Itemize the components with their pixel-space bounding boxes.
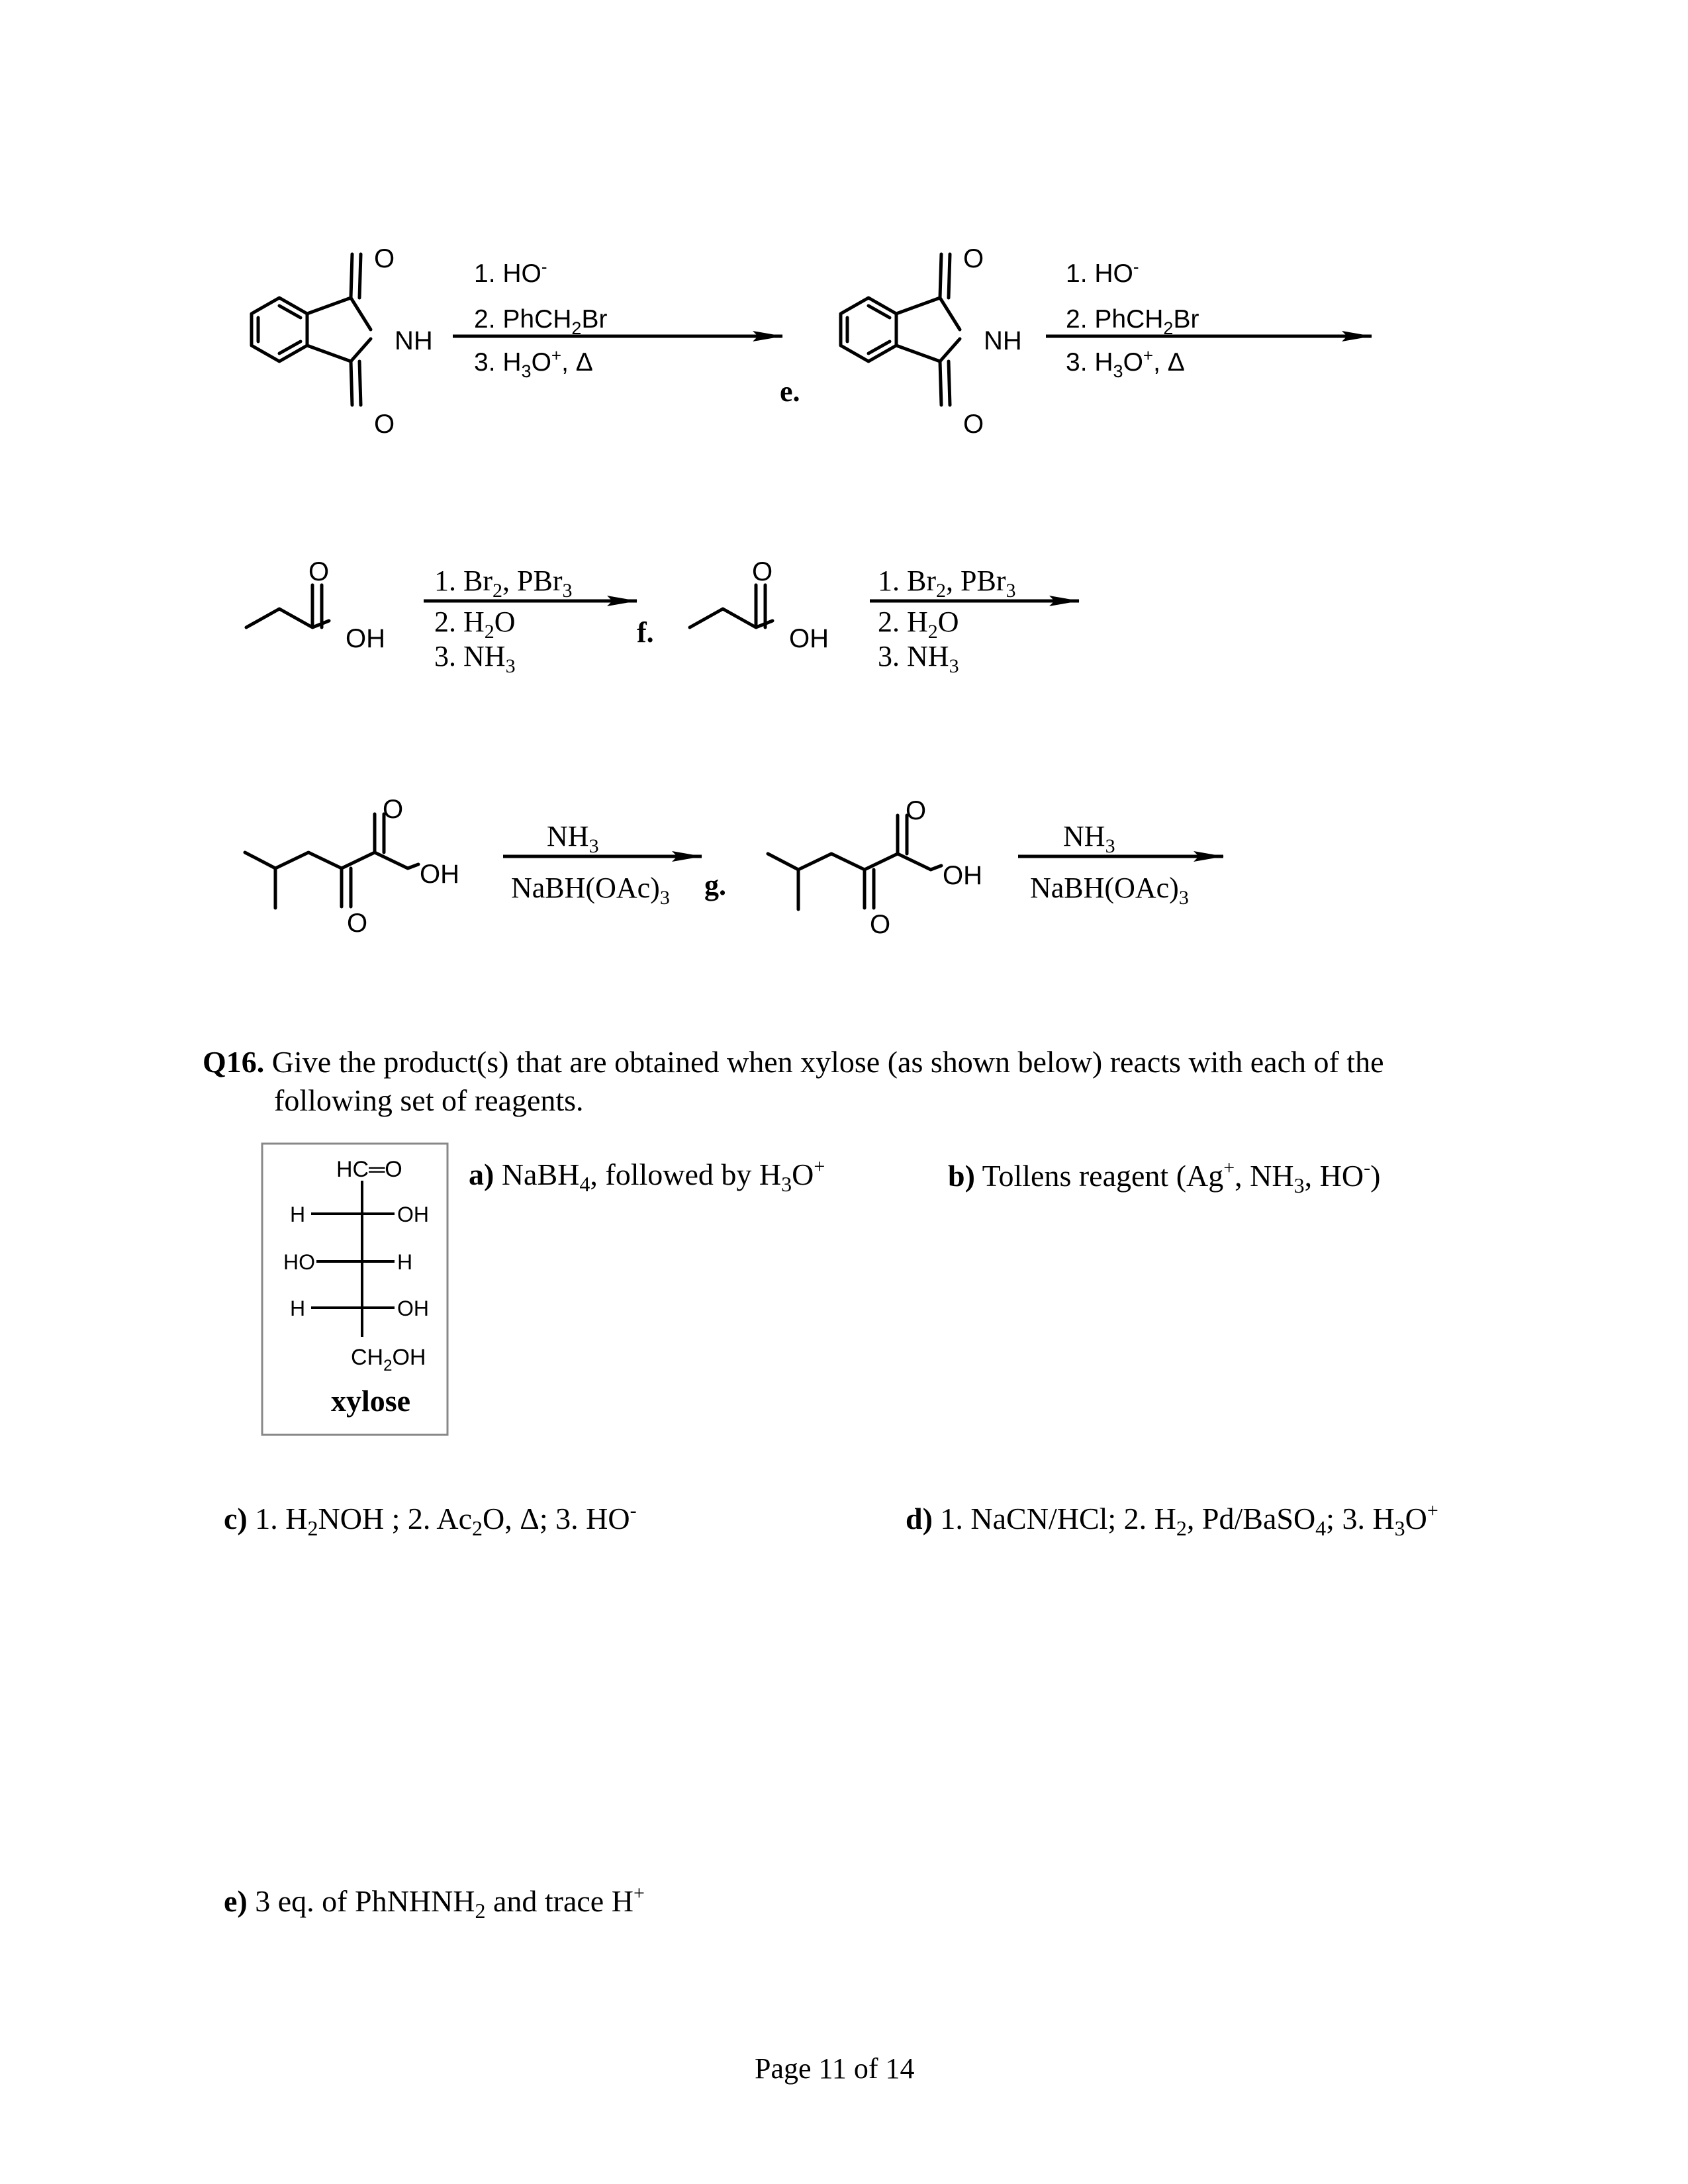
reagents-f-2 [878,565,1015,677]
propanoic-acid-structure [246,585,329,627]
xylose-c4-left: H [290,1297,306,1320]
propanoic-acid-structure-2 [690,585,773,627]
reaction-f-row [246,557,1079,677]
xylose-structure [262,1144,447,1435]
reaction-g-row [245,795,1223,939]
keto-acid-oh: OH [420,860,459,889]
phthalimide-structure [252,254,371,405]
part-d: d) 1. NaCN/HCl; 2. $H_2$, Pd/BaSO$_4$; 3. $H_3O^+$ [906,1500,1438,1540]
reagents-g-1 [511,820,670,909]
reagents-g-2 [1030,820,1189,909]
propanoic-acid-o: O [308,557,330,586]
svg-text:1. Br2, PBr3: 1. $Br_2$, PBr$_3$ [434,565,573,602]
svg-text:NH3: $NH_3$ [547,820,599,857]
keto-acid-o-bottom: O [347,909,368,938]
part-b: b) Tollens reagent (Ag+, $NH_3$, HO-) [948,1157,1381,1197]
propanoic-acid-2-oh: OH [789,624,829,653]
phthalimide-structure-2 [841,254,960,405]
xylose-aldehyde: HC═O [336,1157,402,1182]
question-16-line-1: Q16. Give the product(s) that are obtained when xylose (as shown below) reacts with each of the [203,1045,1384,1079]
phthalimide-2-o-top: O [963,244,984,273]
svg-text:NaBH(OAc)3: $NaBH(OAc)_3$ [511,872,670,909]
svg-text:1. HO-: 1. HO- [1066,257,1139,288]
svg-text:2. H2O: 2. $H_2O$ [434,606,516,643]
keto-acid-o-top: O [383,795,404,824]
svg-text:2. PhCH2Br: 2. PhCH$_2$Br [474,305,608,338]
phthalimide-2-o-bottom: O [963,410,984,439]
xylose-c4-right: OH [397,1297,429,1320]
xylose-c3-right: H [397,1250,413,1274]
svg-text:3. H3O+, Δ: 3. $H_3O^+$, Δ [1066,345,1185,381]
phthalimide-o-top: O [374,244,395,273]
part-e: e) 3 eq. of PhNHNH$_2$ and trace H+ [224,1882,645,1923]
keto-acid-structure-2 [768,815,941,909]
svg-text:3. NH3: 3. $NH_3$ [878,640,959,677]
question-label-e: e. [780,375,800,408]
phthalimide-o-bottom: O [374,410,395,439]
svg-text:3. NH3: 3. $NH_3$ [434,640,516,677]
svg-text:NH3: $NH_3$ [1063,820,1115,857]
reaction-e-row [252,244,1372,439]
xylose-name: xylose [331,1384,411,1418]
xylose-c2-right: OH [397,1203,429,1226]
question-label-g: g. [704,869,726,901]
svg-text:2. PhCH2Br: 2. PhCH$_2$Br [1066,305,1199,338]
phthalimide-2-nh: NH [984,326,1022,355]
svg-text:3. H3O+, Δ: 3. $H_3O^+$, Δ [474,345,593,381]
phthalimide-nh: NH [395,326,433,355]
svg-text:1. Br2, PBr3: 1. $Br_2$, PBr$_3$ [878,565,1016,602]
propanoic-acid-2-o: O [752,557,773,586]
svg-text:NaBH(OAc)3: $NaBH(OAc)_3$ [1030,872,1189,909]
propanoic-acid-oh: OH [346,624,385,653]
xylose-ch2oh: $CH_2OH$ [351,1345,426,1375]
reagents-f-1 [434,565,572,677]
question-16-line-2: following set of reagents. [274,1083,584,1117]
page-number: Page 11 of 14 [755,2052,915,2085]
xylose-c2-left: H [290,1203,306,1226]
part-c: c) 1. $H_2NOH$ ; 2. $Ac_2O$, Δ; 3. HO- [224,1500,637,1540]
svg-text:2. H2O: 2. $H_2O$ [878,606,959,643]
xylose-c3-left: HO [283,1250,315,1274]
question-16 [203,1045,1384,1117]
reagents-e-2 [1066,257,1199,381]
keto-acid-2-o-bottom: O [870,910,891,939]
keto-acid-2-oh: OH [943,861,982,890]
svg-text:1. HO-: 1. HO- [474,257,547,288]
keto-acid-2-o-top: O [906,796,927,825]
keto-acid-structure [245,814,418,908]
part-a: a) NaBH$_4$, followed by $H_3O^+$ [469,1156,825,1196]
question-label-f: f. [637,616,654,649]
reagents-e-1 [474,257,607,381]
